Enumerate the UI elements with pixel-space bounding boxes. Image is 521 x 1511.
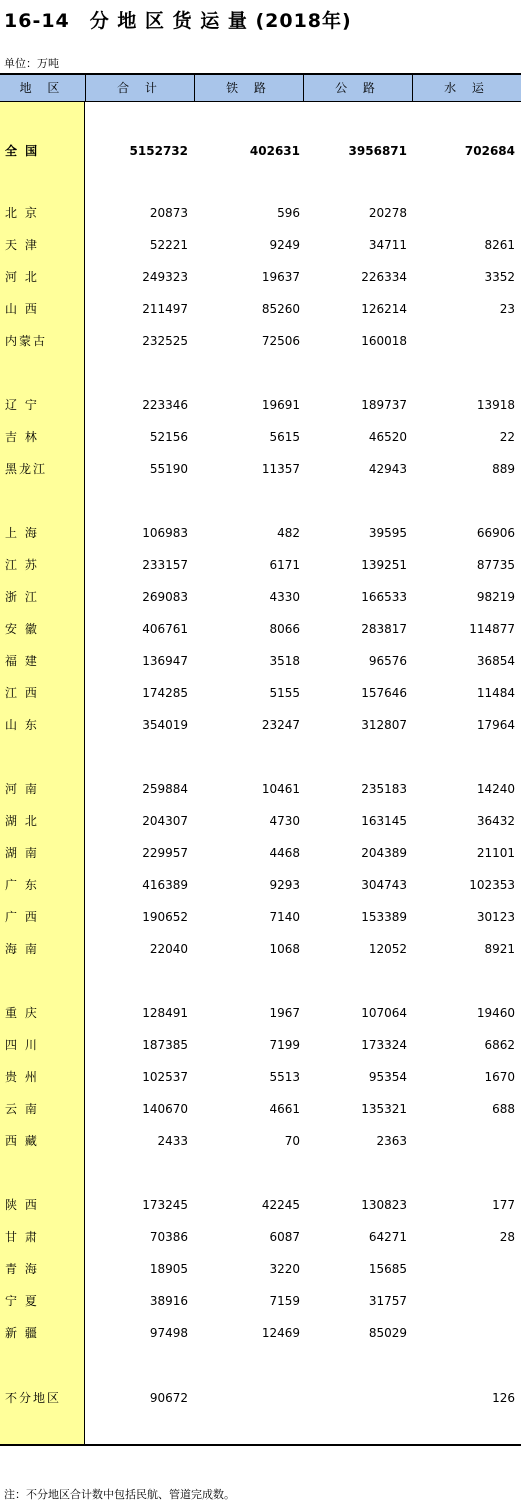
total-cell: 232525 bbox=[142, 334, 188, 348]
region-cell: 全 国 bbox=[5, 144, 40, 158]
rail-cell: 12469 bbox=[261, 1326, 300, 1340]
water-cell: 21101 bbox=[476, 846, 515, 860]
water-cell: 3352 bbox=[484, 270, 515, 284]
table-row bbox=[0, 1227, 521, 1247]
table-row bbox=[0, 555, 521, 575]
table-row bbox=[0, 1323, 521, 1343]
water-cell: 36854 bbox=[476, 654, 515, 668]
road-cell: 163145 bbox=[361, 814, 407, 828]
region-cell: 宁 夏 bbox=[5, 1294, 39, 1308]
total-cell: 106983 bbox=[142, 526, 188, 540]
rail-cell: 596 bbox=[277, 206, 300, 220]
table-row bbox=[0, 1035, 521, 1055]
table-row bbox=[0, 141, 521, 161]
table-row bbox=[0, 1291, 521, 1311]
region-cell: 青 海 bbox=[5, 1262, 39, 1276]
total-cell: 136947 bbox=[142, 654, 188, 668]
rail-cell: 1068 bbox=[269, 942, 300, 956]
region-cell: 上 海 bbox=[5, 526, 39, 540]
region-cell: 四 川 bbox=[5, 1038, 39, 1052]
rail-cell: 1967 bbox=[269, 1006, 300, 1020]
road-cell: 20278 bbox=[368, 206, 407, 220]
total-cell: 249323 bbox=[142, 270, 188, 284]
road-cell: 166533 bbox=[361, 590, 407, 604]
region-cell: 江 西 bbox=[5, 686, 39, 700]
road-cell: 34711 bbox=[368, 238, 407, 252]
water-cell: 1670 bbox=[484, 1070, 515, 1084]
total-cell: 18905 bbox=[149, 1262, 188, 1276]
table-row bbox=[0, 683, 521, 703]
region-cell: 山 西 bbox=[5, 302, 39, 316]
table-row bbox=[0, 875, 521, 895]
total-cell: 173245 bbox=[142, 1198, 188, 1212]
water-cell: 22 bbox=[499, 430, 515, 444]
region-cell: 广 西 bbox=[5, 910, 39, 924]
water-cell: 87735 bbox=[476, 558, 515, 572]
region-cell: 不分地区 bbox=[5, 1391, 62, 1405]
road-cell: 39595 bbox=[368, 526, 407, 540]
table-bottom-border bbox=[0, 1444, 521, 1446]
total-cell: 211497 bbox=[142, 302, 188, 316]
region-cell: 天 津 bbox=[5, 238, 39, 252]
table-row bbox=[0, 907, 521, 927]
region-cell: 黑龙江 bbox=[5, 462, 48, 476]
table-row bbox=[0, 843, 521, 863]
rail-cell: 42245 bbox=[261, 1198, 300, 1212]
region-cell: 浙 江 bbox=[5, 590, 39, 604]
table-row bbox=[0, 811, 521, 831]
road-cell: 46520 bbox=[368, 430, 407, 444]
region-cell: 海 南 bbox=[5, 942, 39, 956]
header-rail: 铁 路 bbox=[194, 75, 303, 102]
road-cell: 235183 bbox=[361, 782, 407, 796]
table-row bbox=[0, 779, 521, 799]
rail-cell: 3518 bbox=[269, 654, 300, 668]
page-title: 16-14 分 地 区 货 运 量 (2018年) bbox=[4, 10, 352, 32]
water-cell: 6862 bbox=[484, 1038, 515, 1052]
rail-cell: 482 bbox=[277, 526, 300, 540]
total-cell: 97498 bbox=[149, 1326, 188, 1340]
road-cell: 96576 bbox=[368, 654, 407, 668]
table-row bbox=[0, 651, 521, 671]
region-cell: 内蒙古 bbox=[5, 334, 48, 348]
table-row bbox=[0, 459, 521, 479]
total-cell: 269083 bbox=[142, 590, 188, 604]
total-cell: 204307 bbox=[142, 814, 188, 828]
total-cell: 223346 bbox=[142, 398, 188, 412]
rail-cell: 9293 bbox=[269, 878, 300, 892]
region-cell: 河 北 bbox=[5, 270, 39, 284]
table-row bbox=[0, 427, 521, 447]
total-cell: 20873 bbox=[149, 206, 188, 220]
rail-cell: 10461 bbox=[261, 782, 300, 796]
region-cell: 湖 北 bbox=[5, 814, 39, 828]
water-cell: 889 bbox=[492, 462, 515, 476]
table-row bbox=[0, 203, 521, 223]
region-cell: 重 庆 bbox=[5, 1006, 39, 1020]
region-cell: 山 东 bbox=[5, 718, 39, 732]
water-cell: 17964 bbox=[476, 718, 515, 732]
table-row bbox=[0, 715, 521, 735]
rail-cell: 6171 bbox=[269, 558, 300, 572]
rail-cell: 19637 bbox=[261, 270, 300, 284]
table-row bbox=[0, 1388, 521, 1408]
region-cell: 江 苏 bbox=[5, 558, 39, 572]
rail-cell: 3220 bbox=[269, 1262, 300, 1276]
total-cell: 416389 bbox=[142, 878, 188, 892]
table-row bbox=[0, 235, 521, 255]
water-cell: 98219 bbox=[476, 590, 515, 604]
region-cell: 湖 南 bbox=[5, 846, 39, 860]
road-cell: 304743 bbox=[361, 878, 407, 892]
water-cell: 13918 bbox=[476, 398, 515, 412]
road-cell: 31757 bbox=[368, 1294, 407, 1308]
region-cell: 广 东 bbox=[5, 878, 39, 892]
region-cell: 西 藏 bbox=[5, 1134, 39, 1148]
water-cell: 114877 bbox=[469, 622, 515, 636]
rail-cell: 72506 bbox=[261, 334, 300, 348]
road-cell: 312807 bbox=[361, 718, 407, 732]
road-cell: 189737 bbox=[361, 398, 407, 412]
rail-cell: 9249 bbox=[269, 238, 300, 252]
rail-cell: 4730 bbox=[269, 814, 300, 828]
road-cell: 204389 bbox=[361, 846, 407, 860]
road-cell: 107064 bbox=[361, 1006, 407, 1020]
region-cell: 河 南 bbox=[5, 782, 39, 796]
header-region: 地 区 bbox=[19, 81, 66, 95]
total-cell: 90672 bbox=[149, 1391, 188, 1405]
rail-cell: 23247 bbox=[261, 718, 300, 732]
total-cell: 70386 bbox=[149, 1230, 188, 1244]
total-cell: 187385 bbox=[142, 1038, 188, 1052]
region-cell: 新 疆 bbox=[5, 1326, 39, 1340]
rail-cell: 7140 bbox=[269, 910, 300, 924]
rail-cell: 85260 bbox=[261, 302, 300, 316]
table-row bbox=[0, 1195, 521, 1215]
total-cell: 38916 bbox=[149, 1294, 188, 1308]
road-cell: 226334 bbox=[361, 270, 407, 284]
water-cell: 177 bbox=[492, 1198, 515, 1212]
rail-cell: 8066 bbox=[269, 622, 300, 636]
region-cell: 甘 肃 bbox=[5, 1230, 39, 1244]
water-cell: 19460 bbox=[476, 1006, 515, 1020]
table-row bbox=[0, 395, 521, 415]
road-cell: 15685 bbox=[368, 1262, 407, 1276]
table-row bbox=[0, 523, 521, 543]
table-header bbox=[0, 73, 521, 102]
table-row bbox=[0, 1099, 521, 1119]
total-cell: 174285 bbox=[142, 686, 188, 700]
rail-cell: 70 bbox=[284, 1134, 300, 1148]
road-cell: 12052 bbox=[368, 942, 407, 956]
water-cell: 126 bbox=[492, 1391, 515, 1405]
total-cell: 22040 bbox=[149, 942, 188, 956]
header-total: 合 计 bbox=[85, 75, 194, 102]
region-cell: 福 建 bbox=[5, 654, 39, 668]
water-cell: 14240 bbox=[476, 782, 515, 796]
unit-label: 单位：万吨 bbox=[4, 57, 59, 70]
table-row bbox=[0, 299, 521, 319]
region-cell: 辽 宁 bbox=[5, 398, 39, 412]
rail-cell: 5615 bbox=[269, 430, 300, 444]
water-cell: 66906 bbox=[476, 526, 515, 540]
total-cell: 406761 bbox=[142, 622, 188, 636]
road-cell: 130823 bbox=[361, 1198, 407, 1212]
table-row bbox=[0, 619, 521, 639]
table-row bbox=[0, 1003, 521, 1023]
total-cell: 259884 bbox=[142, 782, 188, 796]
road-cell: 64271 bbox=[368, 1230, 407, 1244]
road-cell: 135321 bbox=[361, 1102, 407, 1116]
total-cell: 102537 bbox=[142, 1070, 188, 1084]
table-row bbox=[0, 1067, 521, 1087]
region-cell: 北 京 bbox=[5, 206, 39, 220]
rail-cell: 5155 bbox=[269, 686, 300, 700]
rail-cell: 4661 bbox=[269, 1102, 300, 1116]
header-water: 水 运 bbox=[412, 75, 521, 102]
road-cell: 42943 bbox=[368, 462, 407, 476]
table-row bbox=[0, 1131, 521, 1151]
region-cell: 云 南 bbox=[5, 1102, 39, 1116]
water-cell: 702684 bbox=[464, 144, 515, 158]
region-cell: 陕 西 bbox=[5, 1198, 39, 1212]
water-cell: 11484 bbox=[476, 686, 515, 700]
water-cell: 36432 bbox=[476, 814, 515, 828]
rail-cell: 7199 bbox=[269, 1038, 300, 1052]
table-row bbox=[0, 331, 521, 351]
region-cell: 安 徽 bbox=[5, 622, 39, 636]
total-cell: 52156 bbox=[149, 430, 188, 444]
total-cell: 233157 bbox=[142, 558, 188, 572]
road-cell: 3956871 bbox=[348, 144, 407, 158]
road-cell: 126214 bbox=[361, 302, 407, 316]
total-cell: 55190 bbox=[149, 462, 188, 476]
total-cell: 2433 bbox=[157, 1134, 188, 1148]
rail-cell: 19691 bbox=[261, 398, 300, 412]
total-cell: 52221 bbox=[149, 238, 188, 252]
table-row bbox=[0, 587, 521, 607]
rail-cell: 4330 bbox=[269, 590, 300, 604]
footnote: 注：不分地区合计数中包括民航、管道完成数。 bbox=[4, 1488, 235, 1501]
rail-cell: 11357 bbox=[261, 462, 300, 476]
water-cell: 23 bbox=[499, 302, 515, 316]
water-cell: 30123 bbox=[476, 910, 515, 924]
table-row bbox=[0, 939, 521, 959]
road-cell: 95354 bbox=[368, 1070, 407, 1084]
rail-cell: 402631 bbox=[249, 144, 300, 158]
road-cell: 153389 bbox=[361, 910, 407, 924]
road-cell: 157646 bbox=[361, 686, 407, 700]
rail-cell: 7159 bbox=[269, 1294, 300, 1308]
road-cell: 139251 bbox=[361, 558, 407, 572]
rail-cell: 4468 bbox=[269, 846, 300, 860]
road-cell: 2363 bbox=[376, 1134, 407, 1148]
road-cell: 85029 bbox=[368, 1326, 407, 1340]
header-road: 公 路 bbox=[303, 75, 412, 102]
water-cell: 8261 bbox=[484, 238, 515, 252]
rail-cell: 6087 bbox=[269, 1230, 300, 1244]
rail-cell: 5513 bbox=[269, 1070, 300, 1084]
water-cell: 28 bbox=[499, 1230, 515, 1244]
table-row bbox=[0, 1259, 521, 1279]
water-cell: 688 bbox=[492, 1102, 515, 1116]
region-cell: 贵 州 bbox=[5, 1070, 39, 1084]
table-row bbox=[0, 267, 521, 287]
road-cell: 283817 bbox=[361, 622, 407, 636]
water-cell: 8921 bbox=[484, 942, 515, 956]
total-cell: 229957 bbox=[142, 846, 188, 860]
region-cell: 吉 林 bbox=[5, 430, 39, 444]
total-cell: 5152732 bbox=[129, 144, 188, 158]
road-cell: 160018 bbox=[361, 334, 407, 348]
total-cell: 128491 bbox=[142, 1006, 188, 1020]
total-cell: 140670 bbox=[142, 1102, 188, 1116]
total-cell: 354019 bbox=[142, 718, 188, 732]
road-cell: 173324 bbox=[361, 1038, 407, 1052]
water-cell: 102353 bbox=[469, 878, 515, 892]
total-cell: 190652 bbox=[142, 910, 188, 924]
